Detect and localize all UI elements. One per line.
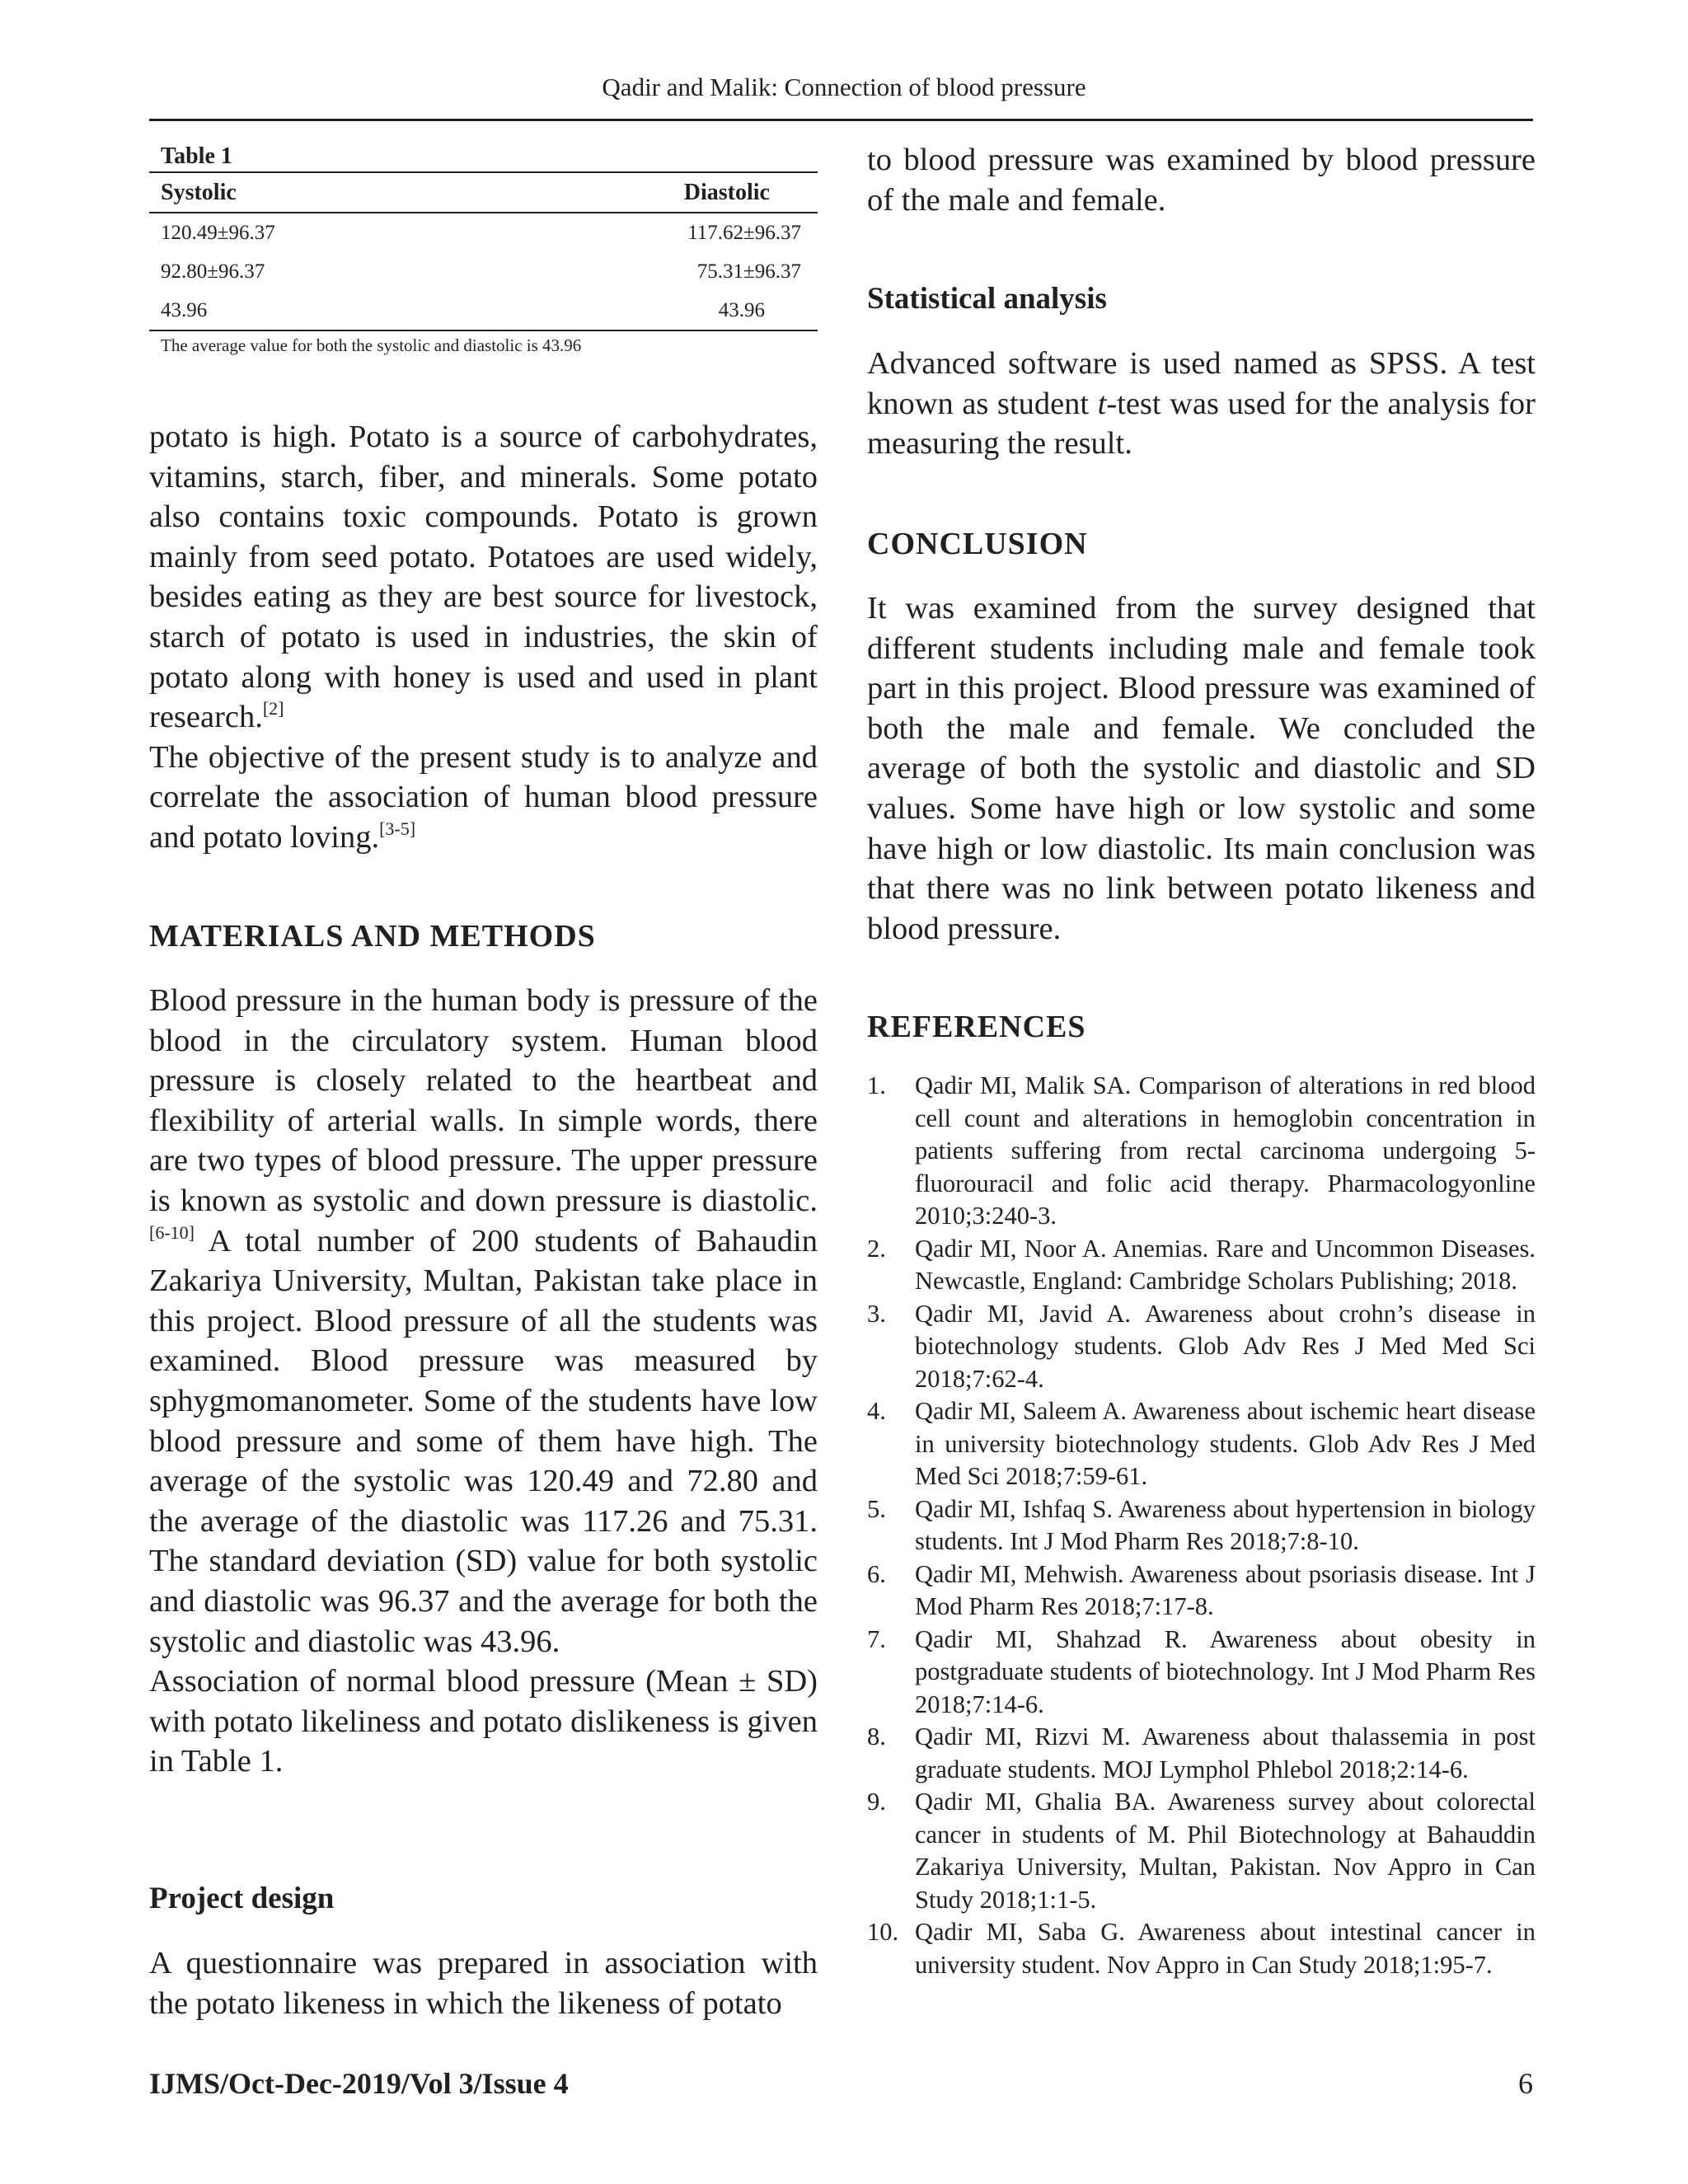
intro-paragraph-1 xyxy=(149,417,818,738)
reference-number: 7. xyxy=(867,1624,886,1653)
methods-paragraph-2: Association of normal blood pressure (Mean ± SD) with potato likeliness and potato dislikeness is given in Table 1. xyxy=(149,1664,818,1779)
reference-number: 4. xyxy=(867,1397,886,1425)
conclusion-heading xyxy=(867,524,1536,564)
methods-body xyxy=(149,981,818,1782)
stats-paragraph xyxy=(867,344,1536,464)
design-heading xyxy=(149,1879,818,1919)
design-paragraph: A questionnaire was prepared in association with the potato likeness in which the likeness of potato xyxy=(149,1946,818,2021)
intro-paragraph-2 xyxy=(149,738,818,858)
section-heading: MATERIALS AND METHODS xyxy=(149,919,596,954)
section-heading: CONCLUSION xyxy=(867,527,1088,561)
reference-text: Qadir MI, Ghalia BA. Awareness survey about colorectal cancer in students of M. Phil Biotechnology at Bahauddin Zakariya University, Multan, Pakistan. Nov Appro in Can Study 2018;1:1-5. xyxy=(915,1788,1536,1914)
col-header-systolic: Systolic xyxy=(149,172,474,213)
italic-text: t xyxy=(1097,386,1107,421)
reference-text: Qadir MI, Malik SA. Comparison of alterations in red blood cell count and alterations in hemoglobin concentration in patients suffering from rectal carcinoma undergoing 5-fluorouracil and folic acid therapy. Pharmacologyonline 2010;3:240-3. xyxy=(915,1071,1536,1230)
reference-number: 10. xyxy=(867,1918,899,1946)
table-cell: 120.49±96.37 xyxy=(161,221,275,244)
reference-number: 2. xyxy=(867,1234,886,1263)
intro-continuation xyxy=(149,417,818,858)
subsection-heading: Statistical analysis xyxy=(867,282,1107,316)
table-cell: 43.96 xyxy=(474,291,818,330)
reference-item xyxy=(867,1624,1536,1722)
reference-text: Qadir MI, Javid A. Awareness about crohn’s disease in biotechnology students. Glob Adv Res J Med Med Sci 2018;7:62-4. xyxy=(915,1299,1536,1393)
reference-item xyxy=(867,1493,1536,1558)
citation: [6-10] xyxy=(149,1221,195,1243)
subsection-heading: Project design xyxy=(149,1882,335,1915)
reference-item xyxy=(867,1233,1536,1298)
col-header-diastolic: Diastolic xyxy=(474,172,818,213)
design-continuation xyxy=(867,140,1536,220)
reference-text: Qadir MI, Saba G. Awareness about intestinal cancer in university student. Nov Appro in Can Study 2018;1:95-7. xyxy=(915,1918,1536,1979)
reference-number: 1. xyxy=(867,1071,886,1099)
reference-number: 6. xyxy=(867,1559,886,1588)
reference-item xyxy=(867,1298,1536,1396)
references xyxy=(867,1070,1536,1981)
section-heading: REFERENCES xyxy=(867,1010,1086,1044)
running-head: Qadir and Malik: Connection of blood pressure xyxy=(602,73,1086,101)
citation: [2] xyxy=(262,698,284,719)
reference-text: Qadir MI, Saleem A. Awareness about ischemic heart disease in university biotechnology students. Glob Adv Res J Med Med Sci 2018;7:59-61. xyxy=(915,1397,1536,1490)
table-1 xyxy=(149,142,818,358)
design-continuation-paragraph: to blood pressure was examined by blood pressure of the male and female. xyxy=(867,143,1536,218)
reference-list xyxy=(867,1070,1536,1981)
reference-item xyxy=(867,1070,1536,1233)
table-label: Table 1 xyxy=(161,143,232,169)
conclusion-body xyxy=(867,588,1536,949)
reference-number: 5. xyxy=(867,1494,886,1523)
table-row xyxy=(149,291,818,330)
paragraph-text: Advanced software is used named as SPSS. A test known as student xyxy=(867,346,1536,421)
reference-item xyxy=(867,1395,1536,1493)
stats-heading xyxy=(867,279,1536,319)
table-row xyxy=(149,213,818,252)
table-cell: 43.96 xyxy=(149,291,474,330)
page-number: 6 xyxy=(1518,2067,1533,2100)
citation: [3-5] xyxy=(379,818,416,839)
reference-text: Qadir MI, Rizvi M. Awareness about thalassemia in post graduate students. MOJ Lymphol Phlebol 2018;2:14-6. xyxy=(915,1722,1536,1783)
references-heading xyxy=(867,1007,1536,1047)
paragraph-text: -test was used for the analysis for measuring the result. xyxy=(867,386,1536,462)
table-row xyxy=(149,252,818,291)
conclusion-paragraph: It was examined from the survey designed that different students including male and female took part in this project. Blood pressure was examined of both the male and female. We concluded the average of both the systolic and diastolic and SD values. Some have high or low systolic and some have high or low diastolic. Its main conclusion was that there was no link between potato likeness and blood pressure. xyxy=(867,591,1536,946)
reference-number: 9. xyxy=(867,1788,886,1816)
reference-item xyxy=(867,1721,1536,1786)
reference-item xyxy=(867,1916,1536,1981)
reference-item xyxy=(867,1786,1536,1916)
data-table xyxy=(149,171,818,331)
reference-text: Qadir MI, Shahzad R. Awareness about obesity in postgraduate students of biotechnology. Int J Mod Pharm Res 2018;7:14-6. xyxy=(915,1624,1536,1718)
table-cell: 75.31±96.37 xyxy=(696,260,801,283)
paragraph-text: The objective of the present study is to analyze and correlate the association of human blood pressure and potato loving. xyxy=(149,739,818,855)
design-body xyxy=(149,1943,818,2023)
paragraph-text: A total number of 200 students of Bahaudin Zakariya University, Multan, Pakistan take place in this project. Blood pressure of all the students was examined. Blood pressure was measured by sphygmomanometer. Some of the students have low blood pressure and some of them have high. The average of the systolic was 120.49 and 72.80 and the average of the diastolic was 117.26 and 75.31. The standard deviation (SD) value for both systolic and diastolic was 96.37 and the average for both the systolic and diastolic was 43.96. xyxy=(149,1223,818,1659)
reference-text: Qadir MI, Ishfaq S. Awareness about hypertension in biology students. Int J Mod Pharm Res 2018;7:8-10. xyxy=(915,1494,1536,1555)
methods-heading xyxy=(149,916,818,956)
methods-paragraph-1 xyxy=(149,981,818,1661)
table-cell: 117.62±96.37 xyxy=(687,221,801,244)
reference-item xyxy=(867,1558,1536,1624)
table-footnote: The average value for both the systolic and diastolic is 43.96 xyxy=(161,335,582,355)
journal-footer: IJMS/Oct-Dec-2019/Vol 3/Issue 4 xyxy=(149,2067,569,2100)
paragraph-text: potato is high. Potato is a source of carbohydrates, vitamins, starch, fiber, and minerals. Some potato also contains toxic compounds. Potato is grown mainly from seed potato. Potatoes are used widely, besides eating as they are best source for livestock, starch of potato is used in industries, the skin of potato along with honey is used and used in plant research. xyxy=(149,419,818,735)
reference-text: Qadir MI, Mehwish. Awareness about psoriasis disease. Int J Mod Pharm Res 2018;7:17-8. xyxy=(915,1559,1536,1620)
stats-body xyxy=(867,344,1536,464)
paragraph-text: Blood pressure in the human body is pressure of the blood in the circulatory system. Human blood pressure is closely related to the heartbeat and flexibility of arterial walls. In simple words, there are two types of blood pressure. The upper pressure is known as systolic and down pressure is diastolic. xyxy=(149,983,818,1218)
reference-text: Qadir MI, Noor A. Anemias. Rare and Uncommon Diseases. Newcastle, England: Cambridge Scholars Publishing; 2018. xyxy=(915,1234,1536,1295)
header-rule xyxy=(149,119,1533,121)
table-cell: 92.80±96.37 xyxy=(161,260,265,283)
reference-number: 3. xyxy=(867,1299,886,1328)
table-header-row xyxy=(149,172,818,213)
reference-number: 8. xyxy=(867,1722,886,1750)
